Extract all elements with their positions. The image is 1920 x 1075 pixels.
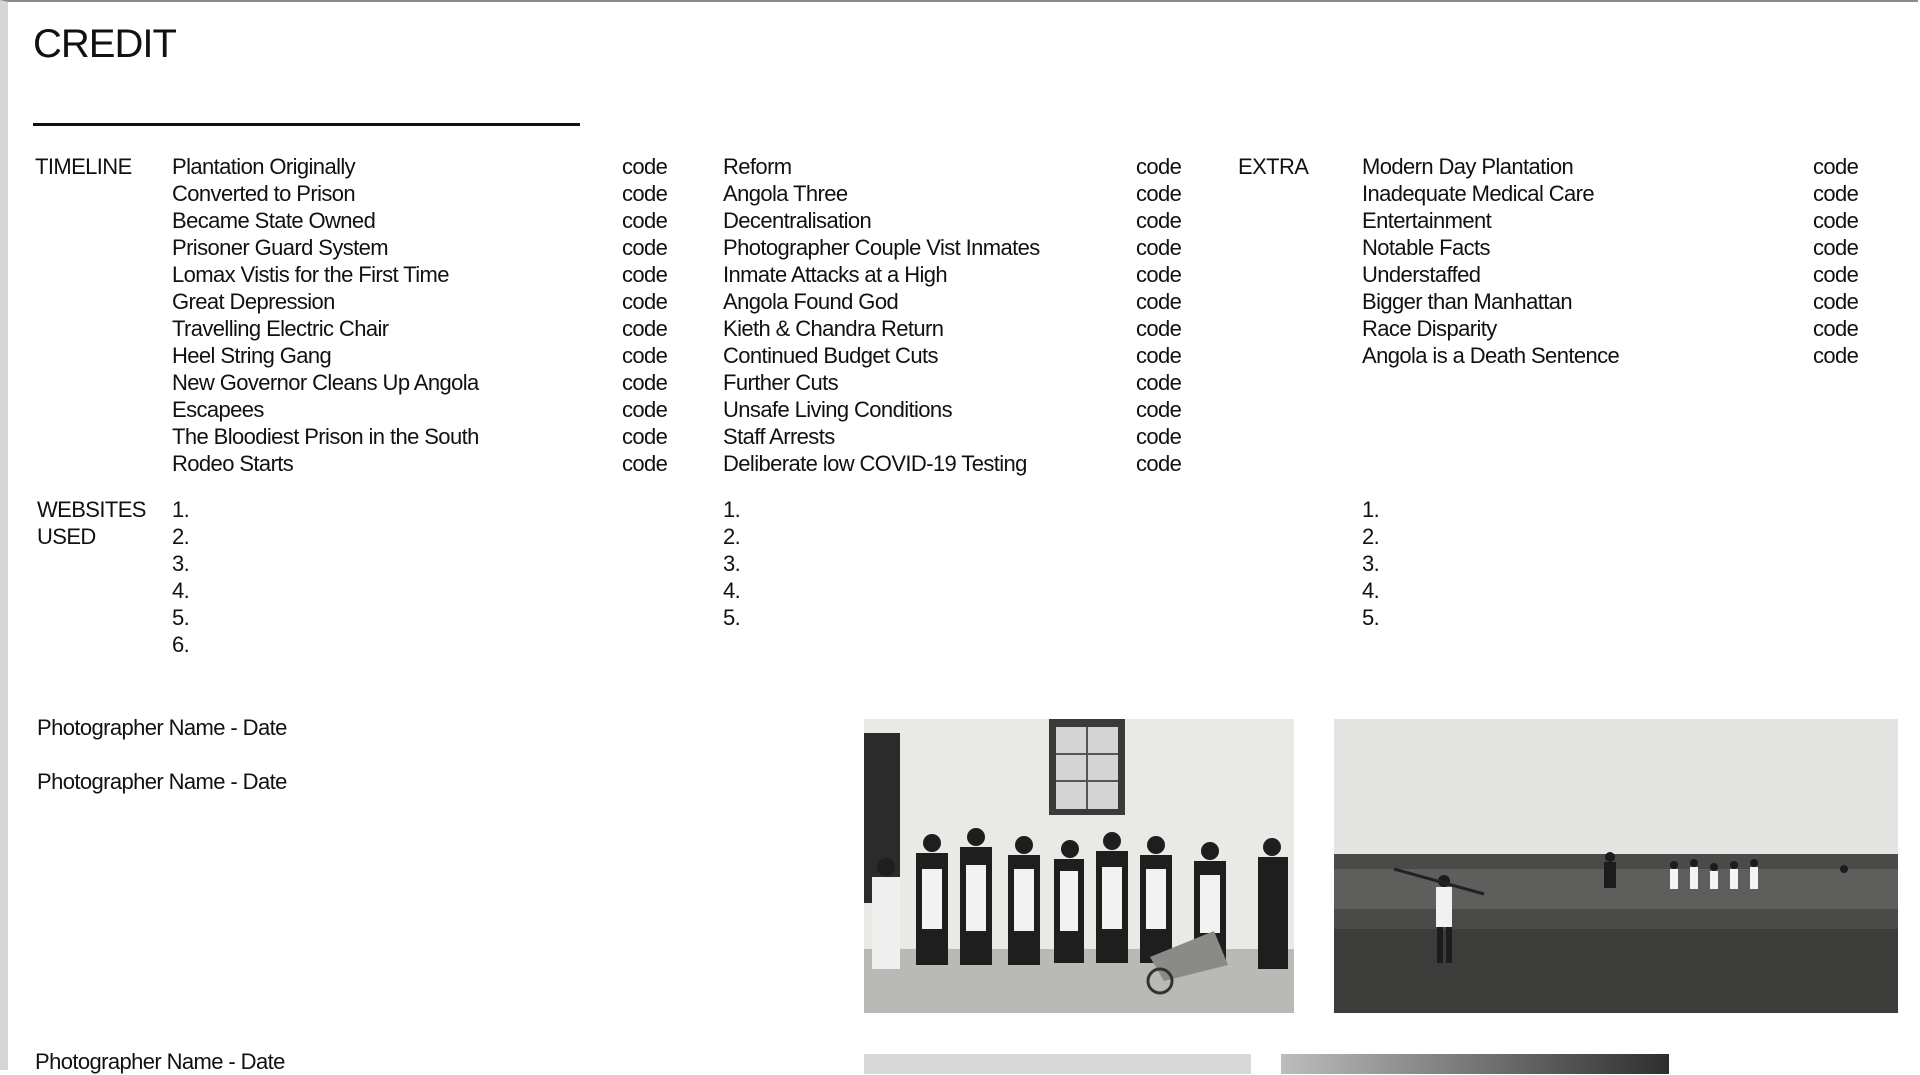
website-entry: 5.	[172, 605, 190, 630]
websites-list-2	[723, 496, 740, 631]
website-entry: 1.	[1362, 497, 1380, 522]
extra-item: Notable Facts	[1362, 235, 1490, 260]
code-label: code	[622, 181, 668, 206]
timeline-item: Further Cuts	[723, 370, 839, 395]
code-label: code	[622, 343, 668, 368]
extra-item: Entertainment	[1362, 208, 1492, 233]
website-entry: 4.	[723, 578, 741, 603]
website-entry: 5.	[723, 605, 741, 630]
code-label: code	[1136, 208, 1182, 233]
photo-credit-3: Photographer Name - Date	[35, 1049, 285, 1074]
website-entry: 3.	[723, 551, 741, 576]
websites-list-3	[1362, 496, 1379, 631]
timeline-item: Inmate Attacks at a High	[723, 262, 948, 287]
timeline-item: Plantation Originally	[172, 154, 356, 179]
bottom-photo-left	[864, 1054, 1251, 1074]
websites-list-1	[172, 496, 189, 658]
code-label: code	[1136, 262, 1182, 287]
timeline-item: Reform	[723, 154, 792, 179]
extra-item: Understaffed	[1362, 262, 1481, 287]
title-divider	[33, 123, 580, 126]
timeline-codes-1	[622, 153, 667, 477]
website-entry: 4.	[172, 578, 190, 603]
timeline-item: Photographer Couple Vist Inmates	[723, 235, 1040, 260]
website-entry: 6.	[172, 632, 190, 657]
timeline-item: Became State Owned	[172, 208, 376, 233]
code-label: code	[622, 316, 668, 341]
timeline-item: Escapees	[172, 397, 264, 422]
code-label: code	[1813, 154, 1859, 179]
timeline-item: Deliberate low COVID-19 Testing	[723, 451, 1027, 476]
code-label: code	[622, 424, 668, 449]
website-entry: 2.	[1362, 524, 1380, 549]
page-title: CREDIT	[33, 22, 176, 66]
code-label: code	[1813, 262, 1859, 287]
extra-item: Inadequate Medical Care	[1362, 181, 1595, 206]
website-entry: 3.	[172, 551, 190, 576]
website-entry: 5.	[1362, 605, 1380, 630]
timeline-item: Continued Budget Cuts	[723, 343, 938, 368]
timeline-codes-2	[1136, 153, 1181, 477]
code-label: code	[1136, 397, 1182, 422]
extra-item: Angola is a Death Sentence	[1362, 343, 1620, 368]
code-label: code	[622, 154, 668, 179]
code-label: code	[622, 397, 668, 422]
code-label: code	[622, 235, 668, 260]
timeline-item: Angola Three	[723, 181, 848, 206]
timeline-item: Travelling Electric Chair	[172, 316, 389, 341]
website-entry: 1.	[172, 497, 190, 522]
code-label: code	[1813, 289, 1859, 314]
timeline-label: TIMELINE	[35, 154, 132, 179]
timeline-item: The Bloodiest Prison in the South	[172, 424, 479, 449]
extra-item: Bigger than Manhattan	[1362, 289, 1572, 314]
extra-item: Modern Day Plantation	[1362, 154, 1574, 179]
code-label: code	[1813, 343, 1859, 368]
code-label: code	[1136, 424, 1182, 449]
website-entry: 1.	[723, 497, 741, 522]
photo-credit-2: Photographer Name - Date	[37, 769, 287, 794]
code-label: code	[1813, 208, 1859, 233]
code-label: code	[622, 370, 668, 395]
website-entry: 2.	[172, 524, 190, 549]
timeline-item: Converted to Prison	[172, 181, 356, 206]
code-label: code	[622, 451, 668, 476]
timeline-list-2	[723, 153, 1040, 477]
website-entry: 2.	[723, 524, 741, 549]
timeline-item: Unsafe Living Conditions	[723, 397, 952, 422]
timeline-list-1	[172, 153, 479, 477]
bottom-photo-right	[1281, 1054, 1669, 1074]
timeline-item: Lomax Vistis for the First Time	[172, 262, 449, 287]
code-label: code	[622, 289, 668, 314]
code-label: code	[1813, 316, 1859, 341]
field-workers-photo	[1334, 719, 1898, 1013]
code-label: code	[1136, 370, 1182, 395]
websites-label-line2: USED	[37, 524, 96, 549]
timeline-item: New Governor Cleans Up Angola	[172, 370, 479, 395]
code-label: code	[1136, 343, 1182, 368]
code-label: code	[1136, 181, 1182, 206]
code-label: code	[622, 208, 668, 233]
code-label: code	[1136, 235, 1182, 260]
photo-credit-1: Photographer Name - Date	[37, 715, 287, 740]
website-entry: 3.	[1362, 551, 1380, 576]
code-label: code	[1813, 235, 1859, 260]
extra-label: EXTRA	[1238, 154, 1309, 179]
code-label: code	[1813, 181, 1859, 206]
code-label: code	[1136, 451, 1182, 476]
timeline-item: Great Depression	[172, 289, 335, 314]
website-entry: 4.	[1362, 578, 1380, 603]
extra-item: Race Disparity	[1362, 316, 1497, 341]
code-label: code	[1136, 154, 1182, 179]
code-label: code	[1136, 289, 1182, 314]
timeline-item: Staff Arrests	[723, 424, 835, 449]
code-label: code	[622, 262, 668, 287]
timeline-item: Decentralisation	[723, 208, 872, 233]
timeline-item: Heel String Gang	[172, 343, 332, 368]
timeline-item: Angola Found God	[723, 289, 899, 314]
timeline-item: Prisoner Guard System	[172, 235, 389, 260]
extra-list	[1362, 153, 1619, 369]
prisoners-group-photo	[864, 719, 1294, 1013]
code-label: code	[1136, 316, 1182, 341]
websites-label-line1: WEBSITES	[37, 497, 146, 522]
timeline-item: Rodeo Starts	[172, 451, 294, 476]
extra-codes	[1813, 153, 1858, 369]
timeline-item: Kieth & Chandra Return	[723, 316, 944, 341]
